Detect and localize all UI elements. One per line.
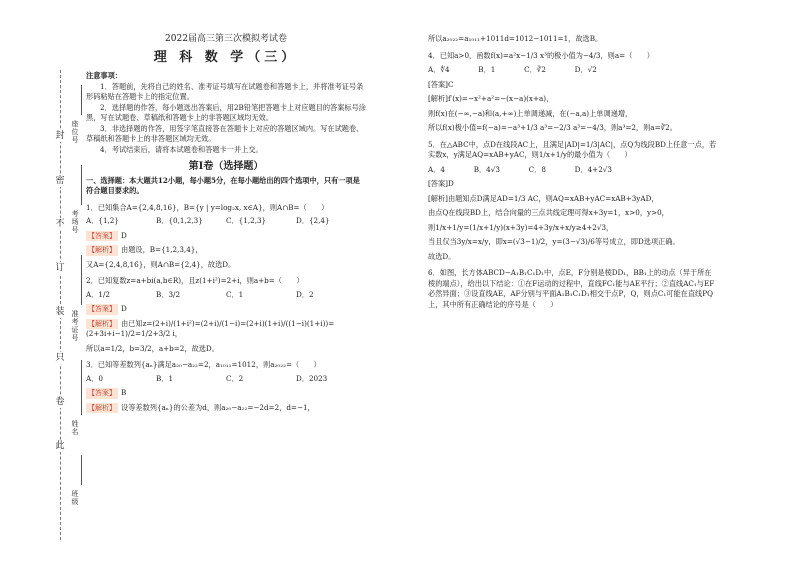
- notice-item: 4．考试结束后，请将本试题卷和答题卡一并上交。: [100, 144, 263, 154]
- binding-strip: [0, 0, 92, 562]
- question-stem: 4．已知a>0，函数f(x)=a²x−1/3 x³的极小值为−4/3，则a=（ ）: [428, 50, 654, 60]
- question-stem: 6．如图，长方体ABCD−A₁B₁C₁D₁中，点E，F分别是棱DD₁，BB₁上的动点（异于所在棱的端点），给出以下结论：①在F运动的过程中，直线FC₁能与AE平行；②直线AC₁与EF必然异面；③设直线AE，AF分别与平面A₁B₁C₁D₁相交于点P，Q，则点C₁可能在直线PQ上，其中所有正确结论的序号是（ ）: [428, 268, 715, 309]
- answer-tag: 【答案】: [88, 389, 116, 397]
- section-instructions: 一、选择题：本大题共12小题，每小题5分，在每小题给出的四个选项中，只有一项是符合题目要求的。: [86, 175, 360, 195]
- option: D．2: [296, 289, 314, 299]
- exam-title: 2022届高三第三次模拟考试卷: [165, 34, 287, 44]
- analysis-line: [解析]f′(x)=−x²+a²=−(x−a)(x+a)，: [428, 94, 554, 103]
- analysis-line: [86, 245, 366, 256]
- analysis-line: [解析]由题知点D满足AD=1/3 AC，则AQ=xAB+yAC=xAB+3yAD，: [428, 193, 659, 203]
- analysis-line: [86, 403, 366, 414]
- analysis-tag: 【解析】: [88, 403, 116, 412]
- analysis-text: 故选D。: [428, 251, 456, 261]
- options-row: A．4 B．4√3 C．8 D．4+2√3: [428, 164, 612, 174]
- answer-tag: 【答案】: [88, 305, 116, 313]
- answer-value: D: [121, 230, 127, 240]
- option: D．{2,4}: [296, 216, 330, 225]
- notice-item: 3．非选择题的作答，用签字笔直接答在答题卡上对应的答题区域内。写在试题卷、草稿纸和答题卡上的非答题区域均无效。: [86, 123, 364, 143]
- answer-value: B: [121, 388, 127, 397]
- binding-char: 不: [52, 218, 68, 230]
- options-row: [86, 216, 366, 227]
- answer-line: [86, 231, 366, 242]
- answer-line: [86, 388, 366, 399]
- answer-value: D: [121, 304, 127, 313]
- field-label-ticket: 准考证号: [71, 310, 79, 342]
- binding-char: 只: [52, 352, 68, 364]
- option: B．3/2: [156, 289, 181, 299]
- analysis-tag: 【解析】: [88, 319, 116, 328]
- part-title: 第Ⅰ卷（选择题）: [188, 161, 264, 172]
- question-stem: 2．已知复数z=a+bi(a,b∈R)，且z(1+i²)=2+i，则a+b=（ ）: [86, 276, 304, 285]
- field-blank[interactable]: [81, 360, 82, 415]
- answer-line: [86, 304, 366, 315]
- exam-subtitle: 理 科 数 学（三）: [153, 49, 299, 65]
- field-blank[interactable]: [81, 455, 82, 485]
- binding-char: 卷: [52, 396, 68, 408]
- field-label-room: 考场号: [71, 210, 79, 234]
- notice-heading: 注意事项：: [86, 71, 122, 80]
- field-label-class: 班级: [71, 490, 79, 506]
- option: A．{1,2}: [86, 216, 119, 225]
- answer-line: [答案]C: [428, 79, 454, 89]
- binding-char: 此: [52, 440, 68, 452]
- left-column: [86, 30, 366, 417]
- option: C．{1,2,3}: [226, 216, 267, 225]
- analysis-text: 当且仅当3y/x=x/y，即x=(√3−1)/2，y=(3−√3)/6等号成立，即D选项正确。: [428, 237, 680, 246]
- question-stem: 3．已知等差数列{aₙ}满足a₂₀−a₂₂=2，a₁₀₁₁=1012，则a₂₀₂₂=（ ）: [86, 360, 321, 369]
- notice-block: [86, 71, 366, 155]
- field-label-name: 姓名: [71, 420, 79, 436]
- analysis-text: 所以f(x)极小值=f(−a)=−a³+1/3 a³=−2/3 a³=−4/3，则a³=2，则a=∛2。: [428, 123, 677, 132]
- option: C．2: [226, 373, 244, 383]
- analysis-text: 又A={2,4,8,16}，则A∩B={2,4}，故选D。: [86, 259, 236, 269]
- binding-char: 订: [52, 262, 68, 274]
- option: D．2023: [296, 373, 328, 383]
- binding-char: 封: [52, 130, 68, 142]
- question-stem: 5．在△ABC中，点D在线段AC上，且满足|AD|=1/3|AC|，点Q为线段BD上任意一点，若实数x，y满足AQ=xAB+yAC，则1/x+1/y的最小值为（ ）: [428, 139, 717, 159]
- analysis-tag: 【解析】: [88, 246, 116, 254]
- answer-tag: 【答案】: [88, 231, 116, 240]
- option: C．1: [226, 289, 244, 299]
- options-row: [86, 374, 366, 385]
- analysis-text: 由已知z=(2+i)/(1+i²)=(2+i)/(1−i)=(2+i)(1+i)/((1−i)(1+i))=(2+3i+i−1)/2=1/2+3/2 i，: [86, 318, 335, 338]
- notice-item: 1．答题前，先将自己的姓名、准考证号填写在试题卷和答题卡上，并将准考证号条形码粘贴在答题卡上的指定位置。: [86, 81, 364, 101]
- options-row: [86, 290, 366, 301]
- option: A．1/2: [86, 289, 110, 299]
- options-row: A．∜4 B．1 C．∛2 D．√2: [428, 65, 597, 74]
- analysis-text: 设等差数列{aₙ}的公差为d，则a₂₀−a₂₂=−2d=2，d=−1，: [121, 402, 315, 412]
- analysis-text: 所以a=1/2，b=3/2，a+b=2，故选D。: [86, 343, 219, 353]
- analysis-text: 由点Q在线段BD上，结合向量的三点共线定理可得x+3y=1，x>0，y>0，: [428, 208, 669, 217]
- question-stem: 1．已知集合A={2,4,8,16}，B={y | y=log₂x, x∈A}，则A∩B=（ ）: [86, 202, 329, 212]
- analysis-text: 则f(x)在(−∞,−a)和(a,+∞)上单调递减，在(−a,a)上单调递增，: [428, 108, 633, 118]
- option: B．{0,1,2,3}: [156, 216, 203, 225]
- answer-line: [答案]D: [428, 179, 454, 188]
- binding-char: 装: [52, 306, 68, 318]
- analysis-text: 由题设，B={1,2,3,4}，: [121, 245, 203, 254]
- field-blank[interactable]: [81, 165, 82, 205]
- analysis-line: [86, 319, 366, 340]
- right-column: [428, 30, 718, 312]
- field-blank[interactable]: [81, 85, 82, 115]
- analysis-text: 则1/x+1/y=(1/x+1/y)(x+3y)=4+3y/x+x/y≥4+2√3，: [428, 222, 614, 232]
- field-blank[interactable]: [81, 255, 82, 305]
- notice-item: 2．选择题的作答，每小题选出答案后，用2B铅笔把答题卡上对应题目的答案标号涂黑，写在试题卷、草稿纸和答题卡上的非答题区域均无效。: [86, 102, 366, 122]
- option: A．0: [86, 373, 103, 383]
- binding-char: 密: [52, 175, 68, 187]
- text-line: 所以a₂₀₂₂=a₁₀₁₁+1011d=1012−1011=1，故选B。: [428, 34, 603, 43]
- field-label-seat: 座位号: [71, 120, 79, 144]
- option: B．1: [156, 373, 174, 383]
